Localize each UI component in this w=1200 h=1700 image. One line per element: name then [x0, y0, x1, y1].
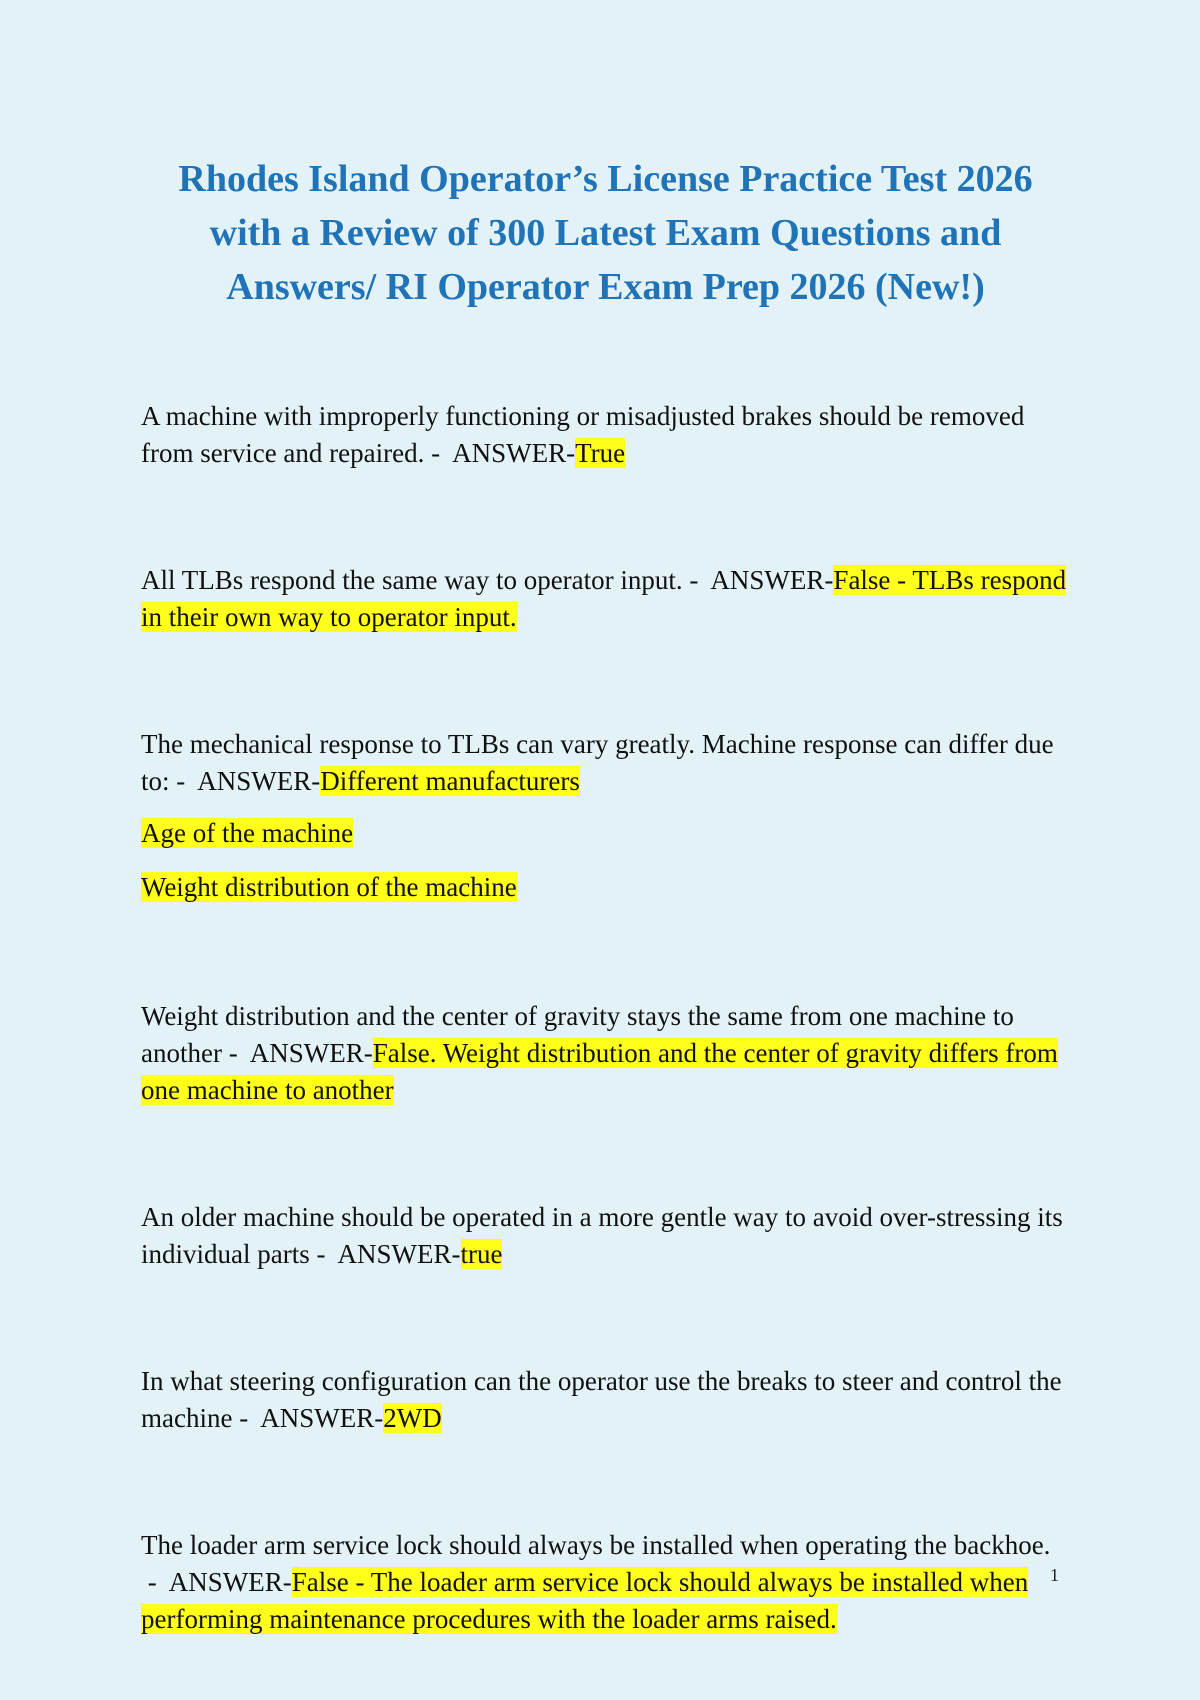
question-text: All TLBs respond the same way to operator input. [141, 565, 683, 595]
answer-highlight: True [575, 438, 626, 468]
answer-label: ANSWER- [260, 1403, 384, 1433]
separator: - [232, 1403, 261, 1433]
answer-highlight: False - The loader arm service lock should always be installed when performing maintenance procedures with the loader arms raised. [141, 1567, 1029, 1634]
separator: - [309, 1239, 338, 1269]
document-title [141, 152, 1070, 314]
answer-label: ANSWER- [710, 565, 834, 595]
qa-item [141, 562, 1070, 636]
answer-label: ANSWER- [452, 438, 576, 468]
qa-item [141, 1527, 1070, 1638]
qa-item [141, 1199, 1070, 1273]
qa-text [141, 1527, 1070, 1638]
answer-label: ANSWER- [337, 1239, 461, 1269]
separator: - [682, 565, 711, 595]
answer-extra-line [141, 812, 1070, 854]
title-line: Answers/ RI Operator Exam Prep 2026 (New!) [226, 266, 985, 308]
answer-highlight: true [460, 1239, 503, 1269]
separator: - [221, 1038, 250, 1068]
question-text: A machine with improperly functioning or misadjusted brakes should be removed from service and repaired. [141, 401, 1025, 468]
answer-highlight: Weight distribution of the machine [141, 872, 517, 902]
answer-highlight: Different manufacturers [320, 766, 580, 796]
question-text: An older machine should be operated in a more gentle way to avoid over-stressing its individual parts [141, 1202, 1063, 1269]
answer-highlight: 2WD [383, 1403, 442, 1433]
separator: - [141, 1567, 169, 1597]
separator: - [424, 438, 453, 468]
page-number: 1 [1050, 1565, 1059, 1585]
question-text: Weight distribution and the center of gravity stays the same from one machine to another [141, 1001, 1014, 1068]
title-line: with a Review of 300 Latest Exam Questions and [209, 212, 1002, 254]
qa-item [141, 1363, 1070, 1437]
qa-text [141, 1199, 1070, 1273]
question-text: In what steering configuration can the operator use the breaks to steer and control the machine [141, 1366, 1062, 1433]
answer-label: ANSWER- [197, 766, 321, 796]
title-line: Rhodes Island Operator’s License Practice Test 2026 [178, 158, 1033, 200]
qa-item [141, 398, 1070, 472]
qa-item [141, 726, 1070, 908]
answer-highlight: Age of the machine [141, 818, 354, 848]
qa-text [141, 1363, 1070, 1437]
question-text: The mechanical response to TLBs can vary greatly. Machine response can differ due to: [141, 729, 1054, 796]
qa-text [141, 398, 1070, 472]
qa-text [141, 562, 1070, 636]
answer-label: ANSWER- [249, 1038, 373, 1068]
answer-extra-line [141, 866, 1070, 908]
separator: - [169, 766, 198, 796]
answer-label: ANSWER- [168, 1567, 292, 1597]
qa-item [141, 998, 1070, 1109]
answer-highlight: False - TLBs respond in their own way to operator input. [141, 565, 1067, 632]
answer-highlight: False. Weight distribution and the center of gravity differs from one machine to another [141, 1038, 1058, 1105]
qa-text [141, 726, 1070, 800]
qa-text [141, 998, 1070, 1109]
question-text: The loader arm service lock should always be installed when operating the backhoe. [141, 1530, 1051, 1560]
